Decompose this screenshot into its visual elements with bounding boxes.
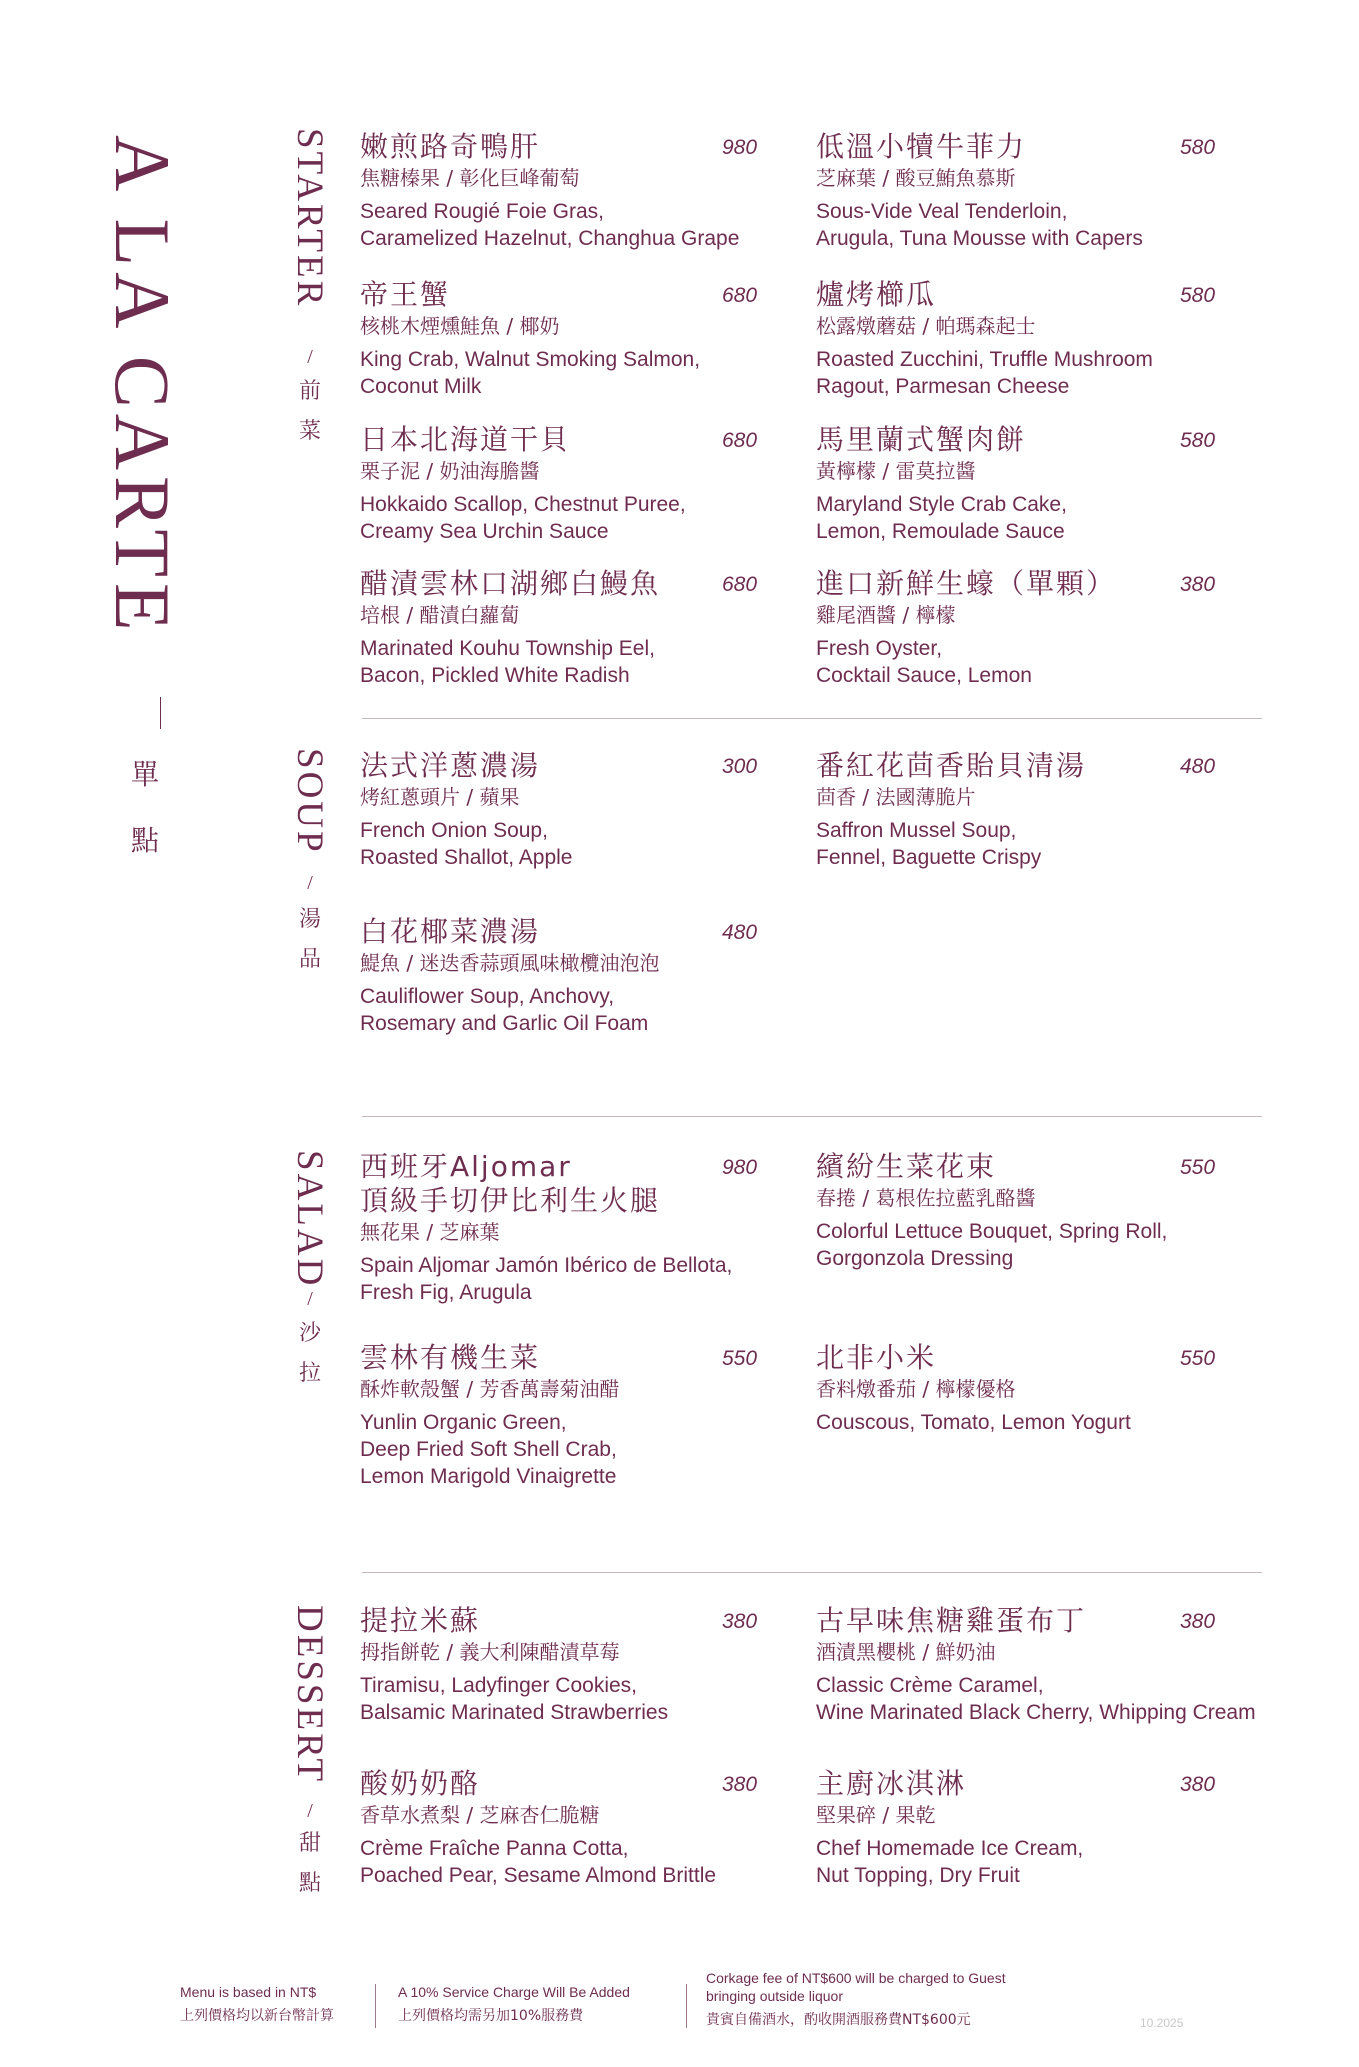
dish-subtitle-zh: 酒漬黑櫻桃 / 鮮奶油 <box>816 1640 996 1664</box>
dish-price: 480 <box>722 921 758 944</box>
dish-name-zh: 古早味焦糖雞蛋布丁 <box>816 1604 1087 1637</box>
dish-price: 680 <box>722 284 758 307</box>
footer-note-zh: 上列價格均需另加10%服務費 <box>398 2008 584 2024</box>
dish-subtitle-zh: 焦糖榛果 / 彰化巨峰葡萄 <box>360 166 580 190</box>
dish-description-en <box>816 346 1256 400</box>
footer-note-currency <box>180 1982 334 2026</box>
dish-price: 380 <box>722 1610 758 1633</box>
footer-note-service-charge <box>398 1982 630 2026</box>
dish-price: 680 <box>722 573 758 596</box>
dish-description-en <box>360 346 800 400</box>
dish-price: 580 <box>1180 284 1216 307</box>
dish-price: 980 <box>722 1156 758 1179</box>
dish-name-zh: 馬里蘭式蟹肉餅 <box>816 423 1027 456</box>
dish-subtitle-zh: 鯷魚 / 迷迭香蒜頭風味橄欖油泡泡 <box>360 951 660 975</box>
en-line: Arugula, Tuna Mousse with Capers <box>816 227 1143 250</box>
menu-title-zh <box>120 742 170 874</box>
dish-subtitle-zh: 堅果碎 / 果乾 <box>816 1803 936 1827</box>
dish-name-zh: 主廚冰淇淋 <box>816 1767 967 1800</box>
en-line: Spain Aljomar Jamón Ibérico de Bellota, <box>360 1254 733 1277</box>
dish-subtitle-zh: 栗子泥 / 奶油海膽醬 <box>360 459 540 483</box>
dish-price: 550 <box>722 1347 758 1370</box>
section-divider <box>362 1116 1262 1117</box>
en-line: Creamy Sea Urchin Sauce <box>360 520 609 543</box>
dish-description-en <box>360 1835 800 1889</box>
en-line: Fresh Oyster, <box>816 637 943 660</box>
section-soup-slash: / <box>307 872 313 894</box>
dish-name-zh: 嫩煎路奇鴨肝 <box>360 130 541 163</box>
en-line: Nut Topping, Dry Fruit <box>816 1864 1020 1887</box>
en-line: Ragout, Parmesan Cheese <box>816 375 1070 398</box>
section-zh-char: 湯 <box>298 907 321 932</box>
en-line: Rosemary and Garlic Oil Foam <box>360 1012 649 1035</box>
footer-note-zh: 貴賓自備酒水，酌收開酒服務費NT$600元 <box>706 2012 971 2028</box>
dish-price: 380 <box>1180 1610 1216 1633</box>
section-zh-char: 菜 <box>298 419 321 444</box>
dish-subtitle-zh: 烤紅蔥頭片 / 蘋果 <box>360 785 520 809</box>
dish-name-zh: 頂級手切伊比利生火腿 <box>360 1184 661 1217</box>
footer-note-en: bringing outside liquor <box>706 1988 843 2004</box>
section-zh-char: 前 <box>298 379 321 404</box>
en-line: Fresh Fig, Arugula <box>360 1281 532 1304</box>
dish-price: 580 <box>1180 429 1216 452</box>
en-line: Marinated Kouhu Township Eel, <box>360 637 655 660</box>
section-zh-char: 點 <box>298 1871 321 1896</box>
section-dessert-label: DESSERT <box>289 1605 330 1785</box>
en-line: Colorful Lettuce Bouquet, Spring Roll, <box>816 1220 1168 1243</box>
dish-subtitle-zh: 松露燉蘑菇 / 帕瑪森起士 <box>816 314 1036 338</box>
en-line: Poached Pear, Sesame Almond Brittle <box>360 1864 717 1887</box>
dish-price: 550 <box>1180 1347 1216 1370</box>
section-starter-label: STARTER <box>289 128 330 309</box>
section-salad-slash: / <box>307 1288 313 1310</box>
en-line: Seared Rougié Foie Gras, <box>360 200 604 223</box>
dish-description-en <box>816 1218 1256 1272</box>
en-line: Maryland Style Crab Cake, <box>816 493 1067 516</box>
en-line: Lemon, Remoulade Sauce <box>816 520 1065 543</box>
en-line: Roasted Shallot, Apple <box>360 846 573 869</box>
en-line: Crème Fraîche Panna Cotta, <box>360 1837 629 1860</box>
section-salad-zh <box>296 1314 324 1394</box>
dish-description-en <box>816 198 1256 252</box>
dish-name-zh: 白花椰菜濃湯 <box>360 915 541 948</box>
dish-subtitle-zh: 拇指餅乾 / 義大利陳醋漬草莓 <box>360 1640 620 1664</box>
dish-name-zh: 北非小米 <box>816 1341 937 1374</box>
footer-divider <box>686 1984 687 2028</box>
dish-subtitle-zh: 雞尾酒醬 / 檸檬 <box>816 603 956 627</box>
dish-price: 380 <box>1180 573 1216 596</box>
dish-subtitle-zh: 黃檸檬 / 雷莫拉醬 <box>816 459 976 483</box>
dish-price: 980 <box>722 136 758 159</box>
footer-note-en: A 10% Service Charge Will Be Added <box>398 1984 630 2000</box>
dish-name-zh: 繽紛生菜花束 <box>816 1150 997 1183</box>
dish-description-en <box>360 1672 800 1726</box>
dish-name-zh: 帝王蟹 <box>360 278 451 311</box>
dish-subtitle-zh: 無花果 / 芝麻葉 <box>360 1220 500 1244</box>
menu-title-zh-char: 單 <box>130 758 159 791</box>
en-line: Cocktail Sauce, Lemon <box>816 664 1032 687</box>
dish-subtitle-zh: 培根 / 醋漬白蘿蔔 <box>360 603 520 627</box>
dish-name-zh: 低溫小犢牛菲力 <box>816 130 1027 163</box>
en-line: Cauliflower Soup, Anchovy, <box>360 985 615 1008</box>
section-divider <box>362 1572 1262 1573</box>
section-dessert-zh <box>296 1824 324 1904</box>
dish-subtitle-zh: 酥炸軟殼蟹 / 芳香萬壽菊油醋 <box>360 1377 620 1401</box>
dish-description-en <box>360 983 800 1037</box>
dish-subtitle-zh: 春捲 / 葛根佐拉藍乳酪醬 <box>816 1186 1036 1210</box>
dish-description-en <box>360 491 800 545</box>
footer-note-corkage <box>706 1969 1006 2029</box>
footer-note-en: Menu is based in NT$ <box>180 1984 317 2000</box>
en-line: Classic Crème Caramel, <box>816 1674 1044 1697</box>
dish-subtitle-zh: 核桃木煙燻鮭魚 / 椰奶 <box>360 314 560 338</box>
en-line: Couscous, Tomato, Lemon Yogurt <box>816 1411 1131 1434</box>
dish-subtitle-zh: 香草水煮梨 / 芝麻杏仁脆糖 <box>360 1803 600 1827</box>
dish-price: 300 <box>722 755 758 778</box>
date-code: 10.2025 <box>1140 2016 1184 2030</box>
section-starter-zh <box>296 372 324 452</box>
dish-name-zh: 酸奶奶酪 <box>360 1767 481 1800</box>
section-zh-char: 沙 <box>298 1321 321 1346</box>
dish-price: 380 <box>722 1773 758 1796</box>
dish-price: 380 <box>1180 1773 1216 1796</box>
en-line: Sous-Vide Veal Tenderloin, <box>816 200 1068 223</box>
dish-name-zh: 醋漬雲林口湖鄉白鰻魚 <box>360 567 661 600</box>
dish-description-en <box>816 817 1256 871</box>
en-line: Gorgonzola Dressing <box>816 1247 1014 1270</box>
en-line: Tiramisu, Ladyfinger Cookies, <box>360 1674 637 1697</box>
dish-price: 680 <box>722 429 758 452</box>
footer-note-en: Corkage fee of NT$600 will be charged to Guest <box>706 1970 1006 1986</box>
dish-name-zh: 提拉米蘇 <box>360 1604 481 1637</box>
dish-description-en <box>816 1835 1256 1889</box>
en-line: Fennel, Baguette Crispy <box>816 846 1042 869</box>
menu-title: A LA CARTE <box>99 135 186 637</box>
dish-description-en <box>816 491 1256 545</box>
section-zh-char: 甜 <box>298 1831 321 1856</box>
section-soup-label: SOUP <box>289 748 330 855</box>
en-line: Caramelized Hazelnut, Changhua Grape <box>360 227 740 250</box>
en-line: King Crab, Walnut Smoking Salmon, <box>360 348 701 371</box>
title-divider <box>160 697 161 729</box>
dish-name-zh: 進口新鮮生蠔（單顆） <box>816 567 1117 600</box>
dish-description-en <box>360 817 800 871</box>
dish-description-en <box>360 1252 800 1306</box>
en-line: Coconut Milk <box>360 375 482 398</box>
section-divider <box>362 718 1262 719</box>
section-zh-char: 品 <box>298 947 321 972</box>
section-soup-zh <box>296 900 324 980</box>
dish-name-zh: 法式洋蔥濃湯 <box>360 749 541 782</box>
dish-price: 580 <box>1180 136 1216 159</box>
footer-divider <box>375 1984 376 2028</box>
en-line: Hokkaido Scallop, Chestnut Puree, <box>360 493 686 516</box>
en-line: Deep Fried Soft Shell Crab, <box>360 1438 617 1461</box>
dish-name-zh: 西班牙Aljomar <box>360 1150 572 1183</box>
en-line: Roasted Zucchini, Truffle Mushroom <box>816 348 1153 371</box>
footer-note-zh: 上列價格均以新台幣計算 <box>180 2008 334 2024</box>
en-line: Chef Homemade Ice Cream, <box>816 1837 1084 1860</box>
en-line: Saffron Mussel Soup, <box>816 819 1017 842</box>
dish-price: 550 <box>1180 1156 1216 1179</box>
dish-description-en <box>360 198 800 252</box>
section-zh-char: 拉 <box>298 1361 321 1386</box>
en-line: Lemon Marigold Vinaigrette <box>360 1465 617 1488</box>
dish-subtitle-zh: 茴香 / 法國薄脆片 <box>816 785 976 809</box>
dish-subtitle-zh: 香料燉番茄 / 檸檬優格 <box>816 1377 1016 1401</box>
section-salad-label: SALAD <box>289 1150 330 1289</box>
dish-description-en <box>816 635 1256 689</box>
dish-name-zh: 雲林有機生菜 <box>360 1341 541 1374</box>
section-dessert-slash: / <box>307 1800 313 1822</box>
dish-name-zh: 日本北海道干貝 <box>360 423 571 456</box>
menu-title-zh-char: 點 <box>130 824 159 857</box>
dish-price: 480 <box>1180 755 1216 778</box>
dish-description-en <box>816 1409 1256 1436</box>
dish-description-en <box>816 1672 1276 1726</box>
dish-subtitle-zh: 芝麻葉 / 酸豆鮪魚慕斯 <box>816 166 1016 190</box>
en-line: French Onion Soup, <box>360 819 548 842</box>
dish-description-en <box>360 1409 800 1490</box>
dish-description-en <box>360 635 800 689</box>
dish-name-zh: 爐烤櫛瓜 <box>816 278 937 311</box>
dish-name-zh: 番紅花茴香貽貝清湯 <box>816 749 1087 782</box>
en-line: Yunlin Organic Green, <box>360 1411 567 1434</box>
en-line: Bacon, Pickled White Radish <box>360 664 630 687</box>
en-line: Wine Marinated Black Cherry, Whipping Cream <box>816 1701 1256 1724</box>
section-starter-slash: / <box>307 346 313 368</box>
en-line: Balsamic Marinated Strawberries <box>360 1701 669 1724</box>
